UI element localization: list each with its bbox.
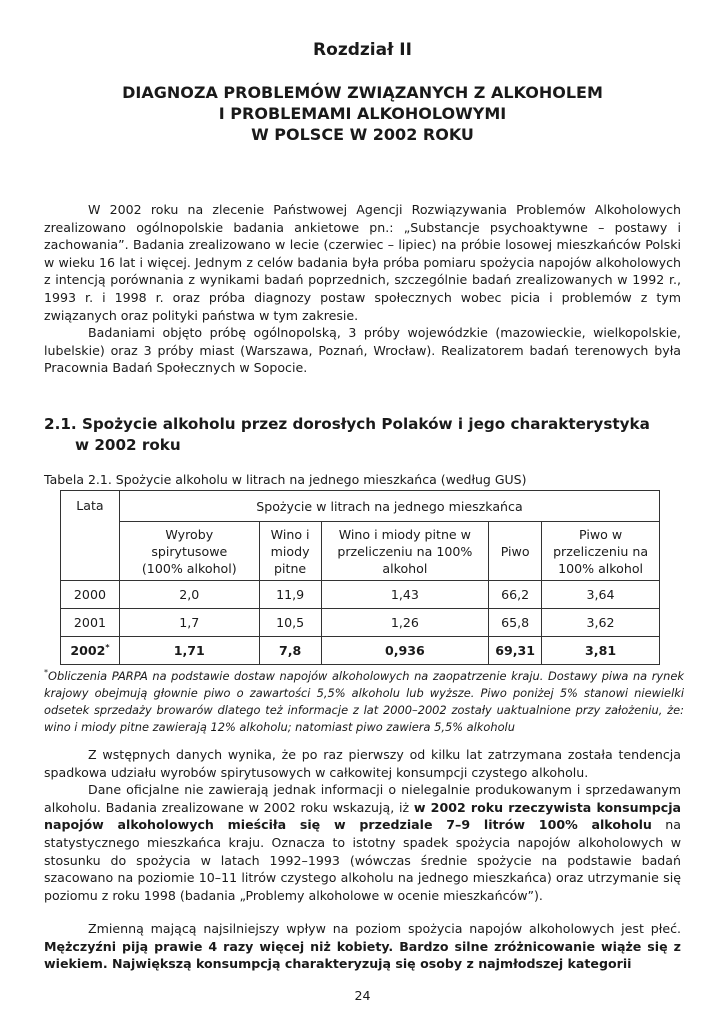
- page-number: 24: [354, 988, 371, 1003]
- paragraph-4-emphasis: w 2002 roku rzeczywista konsumpcja napojów alkoholowych mieściła się w przedziale 7–9 litrów 100% alkoholu: [44, 799, 682, 833]
- paragraph-5-emphasis: Mężczyźni piją prawie 4 razy więcej niż kobiety. Bardzo silne zróżnicowanie wiąże się z wiekiem. Największą konsumpcją charakteryzują się osoby z najmłodszej kategorii: [44, 938, 681, 972]
- table-row: [61, 637, 660, 665]
- table-cell: 1,26: [321, 609, 489, 637]
- table-row: [61, 581, 660, 609]
- footnote-mark: *: [44, 668, 48, 677]
- table-cell: 1,43: [321, 581, 489, 609]
- row-year: 2002*: [61, 637, 120, 665]
- table-cell: 0,936: [321, 637, 489, 665]
- table-caption: Tabela 2.1. Spożycie alkoholu w litrach na jednego mieszkańca (według GUS): [44, 472, 527, 487]
- paragraph-4-text: Dane oficjalne nie zawierają jednak informacji o nielegalnie produkowanym i sprzedawanym alkoholu. Badania zrealizowane w 2002 roku wskazują, iż: [44, 782, 681, 815]
- table-cell: 2,0: [119, 581, 259, 609]
- paragraph-5-text: Zmienną mającą najsilniejszy wpływ na poziom spożycia napojów alkoholowych jest płeć.: [88, 921, 681, 936]
- table-cell: 1,71: [119, 637, 259, 665]
- consumption-table: [60, 490, 660, 665]
- column-header: Wino i miody pitne w przeliczeniu na 100% alkohol: [321, 522, 489, 581]
- table-cell: 66,2: [489, 581, 542, 609]
- table-cell: 3,81: [542, 637, 660, 665]
- column-header: Piwo w przeliczeniu na 100% alkohol: [542, 522, 660, 581]
- section-heading-line-1: 2.1. Spożycie alkoholu przez dorosłych Polaków i jego charakterystyka: [44, 415, 650, 433]
- title-line: DIAGNOZA PROBLEMÓW ZWIĄZANYCH Z ALKOHOLEM: [122, 83, 603, 102]
- body-text-2: [44, 920, 681, 973]
- header-year: Lata: [61, 491, 120, 581]
- chapter-title: [60, 82, 665, 145]
- table-cell: 3,64: [542, 581, 660, 609]
- intro-paragraph-2: Badaniami objęto próbę ogólnopolską, 3 próby wojewódzkie (mazowieckie, wielkopolskie, lubelskie) oraz 3 próby miast (Warszawa, Poznań, Wrocław). Realizatorem badań terenowych była Pracownia Badań Społecznych w Sopocie.: [44, 325, 681, 376]
- paragraph-4-text-end: na statystycznego mieszkańca kraju. Oznacza to istotny spadek spożycia napojów alkoholowych w stosunku do spożycia w latach 1992–1993 (wówczas średnie spożycie na podstawie badań szacowano na poziomie 10–11 litrów czystego alkoholu na jednego mieszkańca) oraz utrzymanie się poziomu z roku 1998 (badania „Problemy alkoholowe w ocenie mieszkańców”).: [44, 817, 681, 903]
- table-cell: 11,9: [259, 581, 321, 609]
- column-header: Wyroby spirytusowe (100% alkohol): [119, 522, 259, 581]
- intro-paragraph-1: W 2002 roku na zlecenie Państwowej Agencji Rozwiązywania Problemów Alkoholowych zrealizowano ogólnopolskie badania ankietowe pn.: „Substancje psychoaktywne – postawy i zachowania”. Badania zrealizowano w lecie (czerwiec – lipiec) na próbie losowej mieszkańców Polski w wieku 16 lat i więcej. Jednym z celów badania była próba pomiaru spożycia napojów alkoholowych z intencją porównania z wynikami badań poprzednich, szczególnie badań zrealizowanych w 1992 r., 1993 r. i 1998 r. oraz próba diagnozy postaw społecznych wobec picia i problemów z tym związanych oraz polityki państwa w tym zakresie.: [44, 202, 681, 323]
- paragraph-3: Z wstępnych danych wynika, że po raz pierwszy od kilku lat zatrzymana została tendencja spadkowa udziału wyrobów spirytusowych w całkowitej konsumpcji czystego alkoholu.: [44, 747, 681, 780]
- section-heading-line-2: w 2002 roku: [75, 436, 181, 454]
- chapter-heading: Rozdział II: [313, 40, 412, 60]
- table-cell: 1,7: [119, 609, 259, 637]
- title-line: W POLSCE W 2002 ROKU: [251, 125, 474, 144]
- body-text: [44, 746, 681, 904]
- paragraph-4: [44, 781, 681, 904]
- table-cell: 3,62: [542, 609, 660, 637]
- row-year-mark: *: [105, 642, 110, 652]
- table-cell: 7,8: [259, 637, 321, 665]
- table-cell: 69,31: [489, 637, 542, 665]
- table-footnote: [44, 664, 684, 736]
- column-header: Piwo: [489, 522, 542, 581]
- paragraph-5: [44, 920, 681, 973]
- table-row: [61, 609, 660, 637]
- intro-text: [44, 201, 681, 377]
- row-year: 2001: [61, 609, 120, 637]
- section-heading: [44, 414, 684, 456]
- header-group: Spożycie w litrach na jednego mieszkańca: [119, 491, 659, 522]
- row-year: 2000: [61, 581, 120, 609]
- title-line: I PROBLEMAMI ALKOHOLOWYMI: [218, 104, 507, 123]
- table-cell: 10,5: [259, 609, 321, 637]
- footnote-text: Obliczenia PARPA na podstawie dostaw napojów alkoholowych na zaopatrzenie kraju. Dostawy piwa na rynek krajowy obejmują głownie piwo o zawartości 5,5% alkoholu lub wyższe. Piwo poniżej 5% stanowi niewielki odsetek sprzedaży browarów dlatego też informacje z lat 2000–2002 zostały uaktualnione przy założeniu, że: wino i miody pitne zawierają 12% alkoholu; natomiast piwo zawiera 5,5% alkoholu: [44, 668, 684, 734]
- column-header: Wino i miody pitne: [259, 522, 321, 581]
- table-cell: 65,8: [489, 609, 542, 637]
